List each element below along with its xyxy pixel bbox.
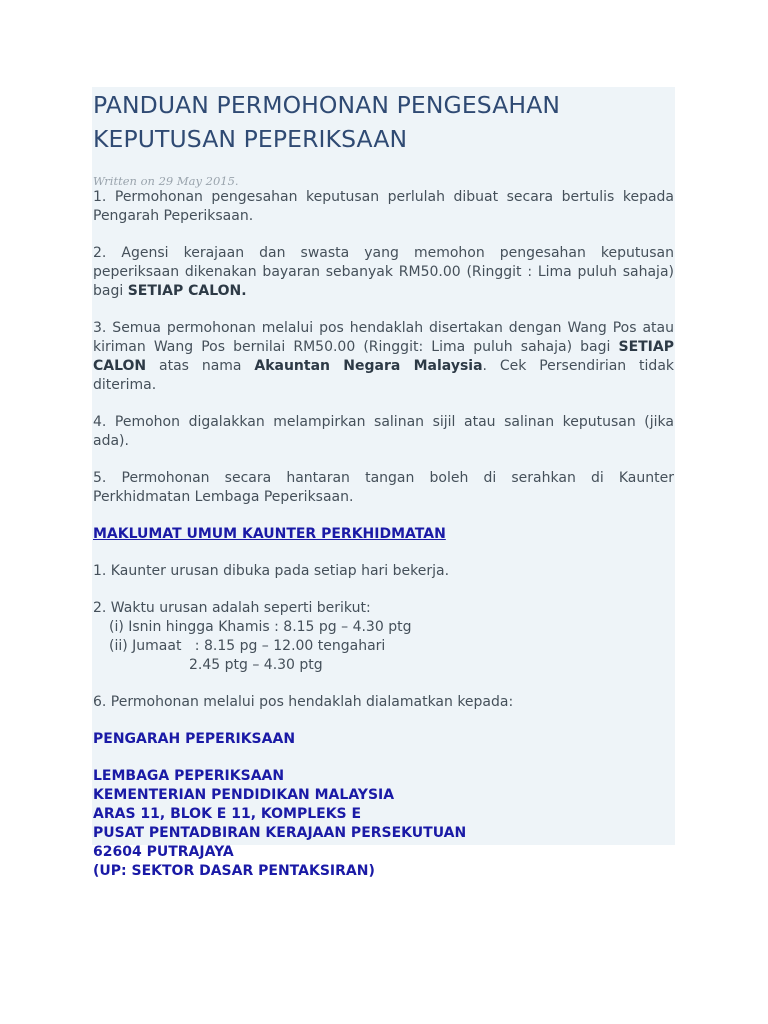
paragraph-3 bbox=[93, 319, 674, 395]
article-date: Written on 29 May 2015. bbox=[93, 174, 239, 188]
paragraph-3-text-2: atas nama bbox=[146, 358, 255, 374]
article-panel bbox=[92, 87, 675, 879]
hours-weekday: (i) Isnin hingga Khamis : 8.15 pg – 4.30 ptg bbox=[109, 619, 412, 635]
paragraph-1: 1. Permohonan pengesahan keputusan perlulah dibuat secara bertulis kepada Pengarah Peperiksaan. bbox=[93, 189, 674, 224]
hours-friday-afternoon: 2.45 ptg – 4.30 ptg bbox=[189, 657, 323, 673]
address-line-5: 62604 PUTRAJAYA bbox=[93, 844, 234, 860]
paragraph-2 bbox=[93, 244, 674, 301]
article-body bbox=[93, 188, 674, 881]
section-heading-link[interactable]: MAKLUMAT UMUM KAUNTER PERKHIDMATAN bbox=[93, 526, 446, 542]
paragraph-3-bold-1: SETIAP CALON bbox=[93, 339, 674, 374]
paragraph-3-text-1: 3. Semua permohonan melalui pos hendaklah disertakan dengan Wang Pos atau kiriman Wang Pos bernilai RM50.00 (Ringgit: Lima puluh sahaja) bagi bbox=[93, 320, 674, 355]
paragraph-5: 5. Permohonan secara hantaran tangan boleh di serahkan di Kaunter Perkhidmatan Lembaga Peperiksaan. bbox=[93, 470, 674, 505]
hours-friday: (ii) Jumaat : 8.15 pg – 12.00 tengahari bbox=[109, 638, 386, 654]
addressee: PENGARAH PEPERIKSAAN bbox=[93, 731, 296, 747]
title-line-2: KEPUTUSAN PEPERIKSAAN bbox=[93, 125, 408, 153]
paragraph-2-bold: SETIAP CALON. bbox=[127, 283, 247, 299]
paragraph-3-text-3: . Cek Persendirian tidak diterima. bbox=[93, 358, 675, 393]
counter-item-6: 6. Permohonan melalui pos hendaklah dialamatkan kepada: bbox=[93, 694, 514, 710]
title-line-1: PANDUAN PERMOHONAN PENGESAHAN bbox=[93, 91, 561, 119]
article-title bbox=[93, 87, 674, 156]
address-line-2: KEMENTERIAN PENDIDIKAN MALAYSIA bbox=[93, 787, 395, 803]
address-line-1: LEMBAGA PEPERIKSAAN bbox=[93, 768, 285, 784]
paragraph-2-text: 2. Agensi kerajaan dan swasta yang memohon pengesahan keputusan peperiksaan dikenakan bayaran sebanyak RM50.00 (Ringgit : Lima puluh sahaja) bagi bbox=[93, 245, 674, 299]
paragraph-3-bold-2: Akauntan Negara Malaysia bbox=[254, 358, 483, 374]
paragraph-4: 4. Pemohon digalakkan melampirkan salinan sijil atau salinan keputusan (jika ada). bbox=[93, 414, 674, 449]
address-line-6: (UP: SEKTOR DASAR PENTAKSIRAN) bbox=[93, 863, 375, 879]
counter-item-1: 1. Kaunter urusan dibuka pada setiap hari bekerja. bbox=[93, 563, 450, 579]
address-line-4: PUSAT PENTADBIRAN KERAJAAN PERSEKUTUAN bbox=[93, 825, 467, 841]
counter-item-2: 2. Waktu urusan adalah seperti berikut: bbox=[93, 600, 371, 616]
address-line-3: ARAS 11, BLOK E 11, KOMPLEKS E bbox=[93, 806, 362, 822]
